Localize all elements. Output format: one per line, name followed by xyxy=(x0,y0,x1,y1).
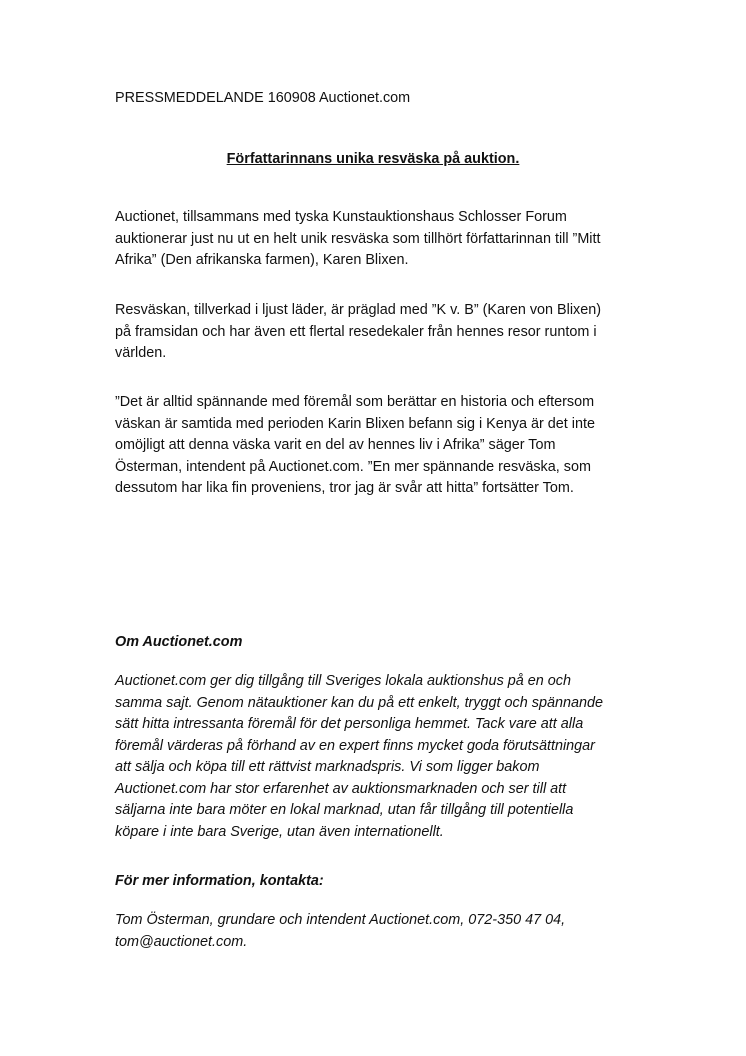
paragraph-line: Österman, intendent på Auctionet.com. ”En mer spännande resväska, som xyxy=(115,458,591,475)
contact-line: tom@auctionet.com. xyxy=(115,933,248,950)
paragraph-intro xyxy=(115,207,635,272)
paragraph-line: på framsidan och har även ett flertal resedekaler från hennes resor runtom i xyxy=(115,323,597,340)
about-line: Auctionet.com ger dig tillgång till Sveriges lokala auktionshus på en och xyxy=(115,673,571,689)
paragraph-line: omöjligt att denna väska varit en del av hennes liv i Afrika” säger Tom xyxy=(115,437,556,453)
contact-heading: För mer information, kontakta: xyxy=(115,873,324,889)
about-line: att sälja och köpa till ett rättvist marknadspris. Vi som ligger bakom xyxy=(115,759,540,775)
page-title: Författarinnans unika resväska på auktion. xyxy=(226,151,520,167)
paragraph-line: väskan är samtida med perioden Karin Blixen befann sig i Kenya är det inte xyxy=(115,415,595,432)
paragraph-line: världen. xyxy=(115,345,167,361)
press-release-header: PRESSMEDDELANDE 160908 Auctionet.com xyxy=(115,90,411,106)
contact-body xyxy=(115,910,635,953)
about-body xyxy=(115,671,635,843)
about-line: Auctionet.com har stor erfarenhet av auktionsmarknaden och ser till att xyxy=(115,780,567,797)
about-line: samma sajt. Genom nätauktioner kan du på ett enkelt, tryggt och spännande xyxy=(115,694,603,711)
paragraph-line: ”Det är alltid spännande med föremål som berättar en historia och eftersom xyxy=(115,394,595,410)
about-heading: Om Auctionet.com xyxy=(115,634,243,650)
contact-line: Tom Österman, grundare och intendent Auctionet.com, 072-350 47 04, xyxy=(115,912,566,928)
about-line: säljarna inte bara möter en lokal marknad, utan får tillgång till potentiella xyxy=(115,802,574,818)
paragraph-line: Auctionet, tillsammans med tyska Kunstauktionshaus Schlosser Forum xyxy=(115,209,567,225)
paragraph-line: Resväskan, tillverkad i ljust läder, är präglad med ”K v. B” (Karen von Blixen) xyxy=(115,302,602,318)
about-line: sätt hitta intressanta föremål för det personliga hemmet. Tack vare att alla xyxy=(115,716,584,732)
about-line: köpare i inte bara Sverige, utan även internationellt. xyxy=(115,823,444,840)
paragraph-line: auktionerar just nu ut en helt unik resväska som tillhört författarinnan till ”Mitt xyxy=(115,230,601,247)
paragraph-description xyxy=(115,300,635,365)
paragraph-line: dessutom har lika fin proveniens, tror jag är svår att hitta” fortsätter Tom. xyxy=(115,480,574,496)
paragraph-line: Afrika” (Den afrikanska farmen), Karen Blixen. xyxy=(115,252,409,268)
paragraph-quote xyxy=(115,392,635,500)
about-line: föremål värderas på förhand av en expert finns mycket goda förutsättningar xyxy=(115,737,595,754)
